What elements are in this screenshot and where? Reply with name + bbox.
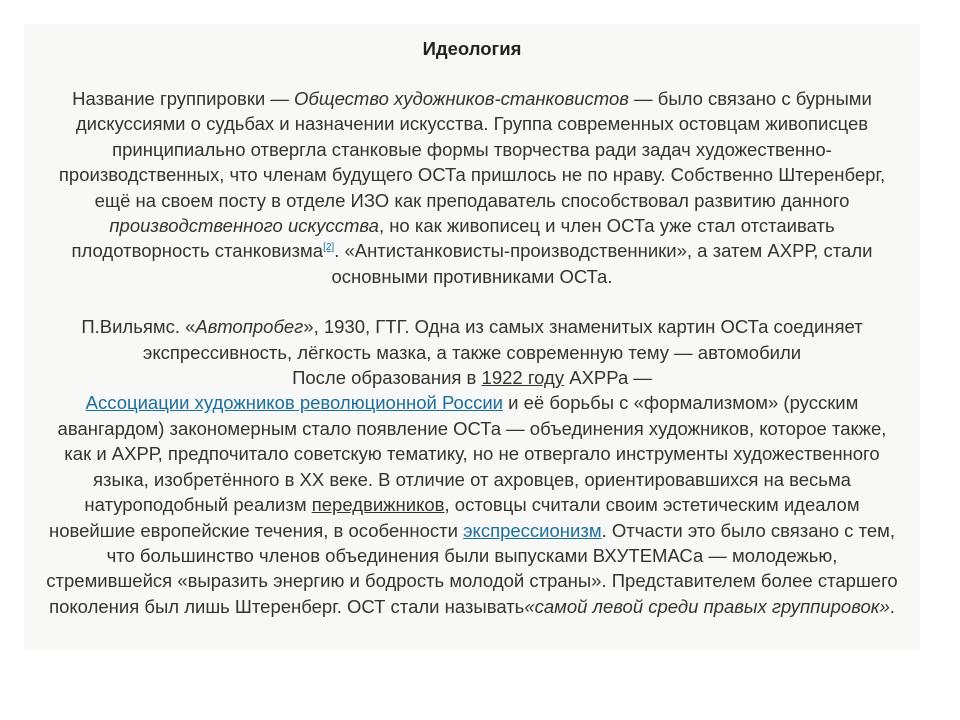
text-span: . Отчасти это было связано с тем, что большинство членов объединения были выпусками ВХУТЕМАСа — молодежью, стремившейся «выразить энергию и бодрость молодой страны». Представителем более старшего поколения был лишь Штеренберг. ОСТ стали называть (46, 519, 898, 617)
text-span: После образования в (292, 367, 482, 389)
emphasis-painting-title: Автопробег (195, 316, 304, 338)
text-span: Название группировки — (72, 88, 295, 109)
article-body (46, 34, 898, 619)
peredvizhniki-link[interactable]: передвижников (311, 494, 445, 516)
paragraph-name-history (46, 86, 898, 289)
text-span: и её борьбы с «формализмом» (русским авангардом) закономерным стало появление ОСТа — объединения художников, которое также, как и АХРР, предпочитало советскую тематику, но не отвергало инструменты художественного языка, изобретённого в XX веке. В отличие от ахровцев, ориентировавшихся на весьма натуроподобный реализм (57, 392, 887, 516)
expressionism-link[interactable]: экспрессионизм (463, 519, 602, 541)
text-span: , остовцы считали своим эстетическим идеалом новейшие европейские течения, в особенности (48, 494, 860, 541)
text-span: П.Вильямс. « (81, 316, 196, 338)
text-span: . (889, 595, 895, 617)
section-title: Идеология (422, 38, 522, 59)
text-span: . «Антистанковисты-производственники», а затем АХРР, стали основными противниками ОСТа. (331, 240, 873, 287)
text-span: АХРРа — (564, 367, 652, 389)
content-panel (24, 24, 920, 650)
text-span: — было связано с бурными дискуссиями о судьбах и назначении искусства. Группа современных остовцам живописцев принципиально отвергла станковые формы творчества ради задач художественно-производственных, что членам будущего ОСТа пришлось не по нраву. Собственно Штеренберг, ещё на своем посту в отделе ИЗО как преподаватель способствовал развитию данного (58, 88, 886, 211)
paragraph-painting-caption (46, 314, 898, 619)
footnote-ref-link[interactable]: [2] (323, 242, 335, 254)
emphasis-production-art: производственного искусства (109, 215, 379, 237)
text-span: , но как живописец и член ОСТа уже стал отстаивать плодотворность станковизма (71, 215, 835, 262)
akhrr-link[interactable]: Ассоциации художников революционной России (85, 392, 503, 414)
year-1922-link[interactable]: 1922 году (481, 367, 565, 389)
emphasis-group-name: Общество художников-станковистов (294, 88, 629, 109)
emphasis-quote: «самой левой среди правых группировок» (524, 595, 890, 617)
text-span: », 1930, ГТГ. Одна из самых знаменитых картин ОСТа соединяет экспрессивность, лёгкость мазка, а также современную тему — автомобили (142, 316, 863, 363)
